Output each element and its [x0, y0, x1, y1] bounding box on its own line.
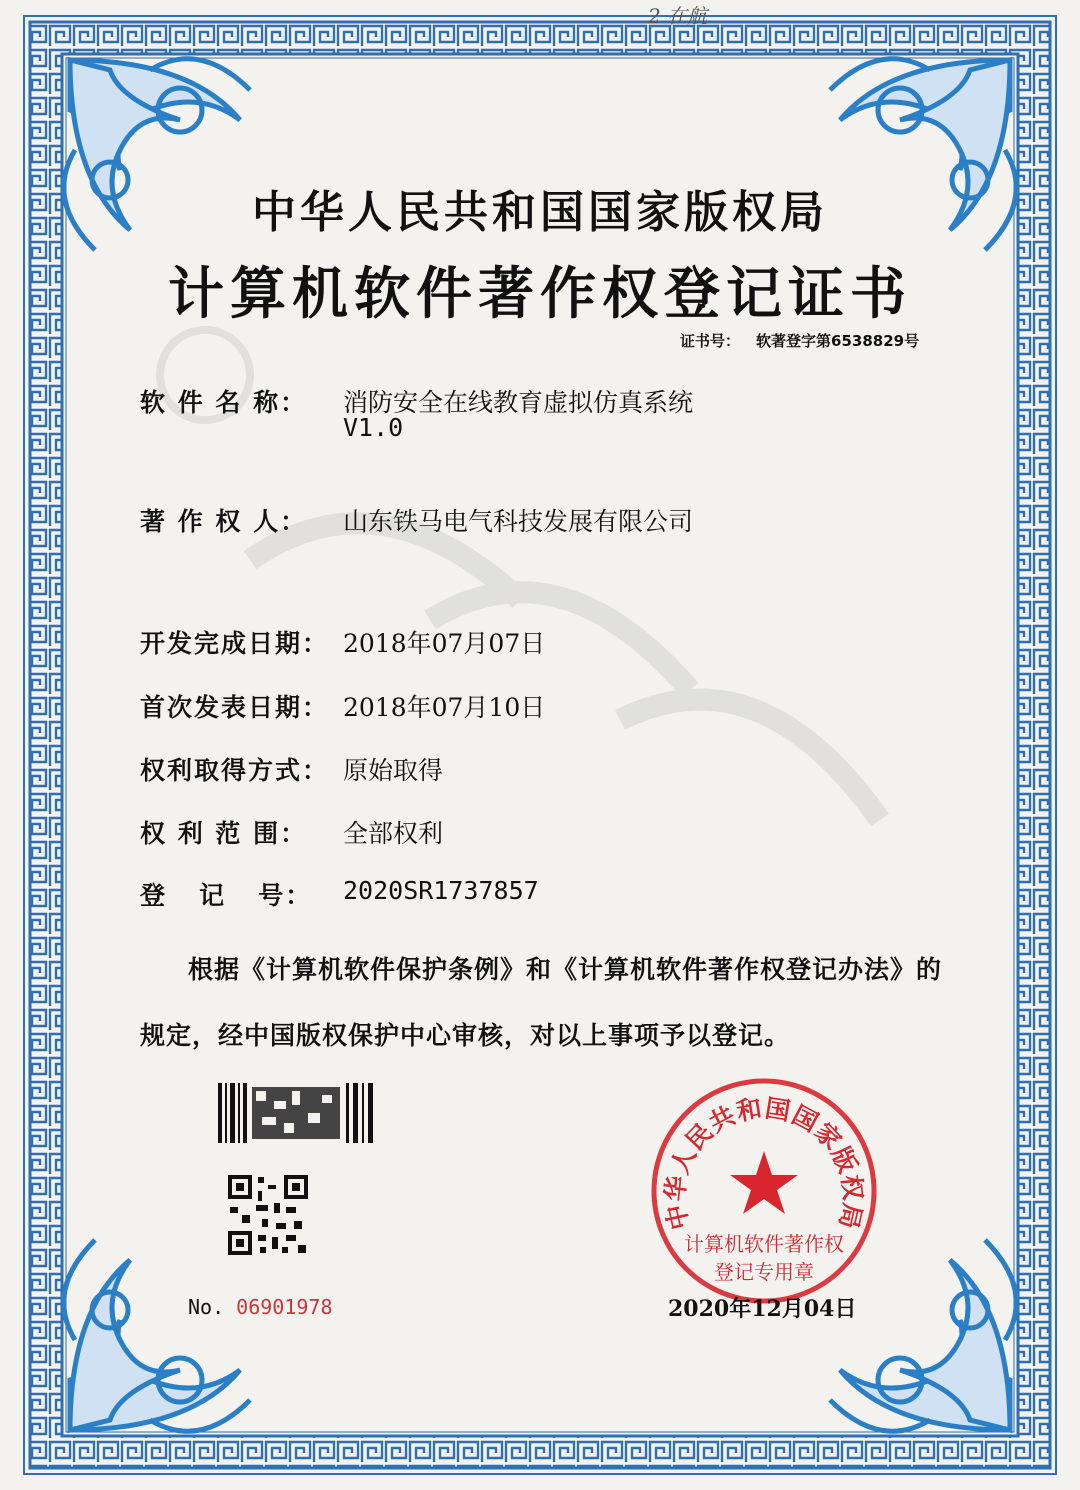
completion-date-value: 2018年07月07日 — [343, 629, 546, 658]
registration-number-label: 登 记 号： — [140, 881, 313, 910]
certificate-number-label: 证书号： — [680, 332, 741, 350]
scope-label: 权 利 范 围： — [140, 819, 308, 848]
software-version-value: V1.0 — [343, 413, 404, 442]
software-name-value: 消防安全在线教育虚拟仿真系统 — [343, 388, 694, 417]
software-name-label: 软 件 名 称： — [140, 388, 308, 417]
serial-number — [188, 1295, 333, 1319]
serial-prefix: No. — [188, 1295, 225, 1319]
seal-inner-line-1: 计算机软件著作权 — [684, 1232, 844, 1256]
seal-outer-text: 中华人民共和国国家版权局 — [660, 1093, 868, 1233]
owner-value: 山东铁马电气科技发展有限公司 — [343, 507, 694, 536]
publish-date-label: 首次发表日期： — [140, 693, 330, 722]
serial-number-value: 06901978 — [236, 1295, 333, 1319]
barcode — [218, 1083, 378, 1143]
qr-code — [228, 1175, 308, 1255]
seal-inner-line-2: 登记专用章 — [714, 1260, 814, 1284]
owner-label: 著 作 权 人： — [140, 507, 308, 536]
acquisition-label: 权利取得方式： — [140, 756, 330, 785]
agency-name: 中华人民共和国国家版权局 — [252, 187, 828, 238]
completion-date-label: 开发完成日期： — [140, 629, 330, 658]
statement-line-2: 规定，经中国版权保护中心审核，对以上事项予以登记。 — [140, 1021, 791, 1050]
registration-number-value: 2020SR1737857 — [343, 876, 539, 905]
statement-line-1: 根据《计算机软件保护条例》和《计算机软件著作权登记办法》的 — [188, 955, 943, 984]
certificate-number-value: 软著登字第6538829号 — [756, 332, 920, 350]
certificate-title: 计算机软件著作权登记证书 — [168, 261, 912, 327]
handwritten-note: 2 在航 — [648, 4, 708, 28]
official-seal — [648, 1075, 880, 1307]
scope-value: 全部权利 — [343, 819, 444, 848]
seal-star-icon — [730, 1151, 798, 1214]
certificate-number — [680, 330, 919, 351]
publish-date-value: 2018年07月10日 — [343, 693, 546, 722]
acquisition-value: 原始取得 — [343, 756, 444, 785]
issue-date: 2020年12月04日 — [668, 1296, 857, 1322]
